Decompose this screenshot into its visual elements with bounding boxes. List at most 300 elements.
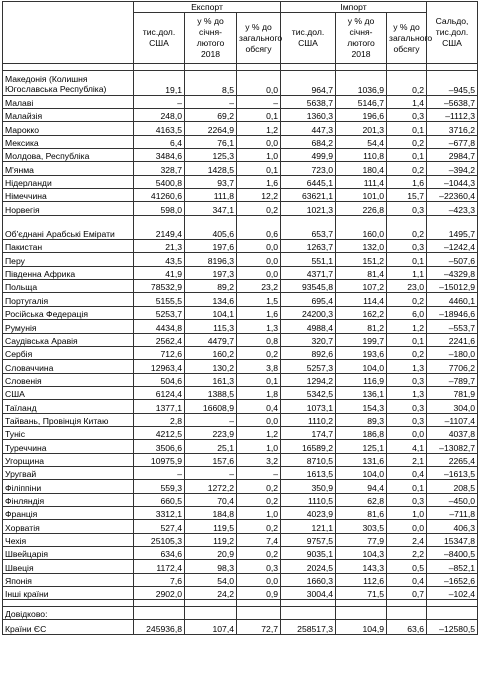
country-name-cell: М'янма: [3, 162, 134, 175]
table-row: [3, 466, 478, 479]
exp-share-cell: 0,0: [237, 240, 281, 253]
exp-share-cell: 0,2: [237, 547, 281, 560]
table-row: [3, 280, 478, 293]
exp-value-cell: 4212,5: [134, 426, 185, 439]
imp-value-cell: 16589,2: [281, 440, 336, 453]
imp-share-cell: 0,1: [387, 253, 427, 266]
balance-cell: 304,0: [427, 400, 478, 413]
imp-pct-prev-cell: 1036,9: [336, 71, 387, 96]
imp-pct-prev-cell: 111,4: [336, 175, 387, 188]
exp-pct-prev-cell: 347,1: [185, 202, 237, 215]
exp-value-cell: 2149,4: [134, 215, 185, 240]
balance-cell: –394,2: [427, 162, 478, 175]
imp-share-cell: 0,3: [387, 240, 427, 253]
imp-pct-prev-cell: 136,1: [336, 386, 387, 399]
exp-pct-prev-cell: 98,3: [185, 560, 237, 573]
exp-value-cell: 712,6: [134, 346, 185, 359]
imp-pct-prev-cell: 116,9: [336, 373, 387, 386]
imp-share-cell: 0,3: [387, 373, 427, 386]
imp-value-cell: 1110,5: [281, 493, 336, 506]
exp-pct-prev-cell: –: [185, 95, 237, 108]
table-row: [3, 587, 478, 600]
imp-value-cell: 63621,1: [281, 188, 336, 201]
balance-cell: –553,7: [427, 320, 478, 333]
balance-cell: –5638,7: [427, 95, 478, 108]
balance-cell: –1107,4: [427, 413, 478, 426]
imp-share-cell: 0,7: [387, 587, 427, 600]
table-row: [3, 547, 478, 560]
imp-pct-prev-cell: 132,0: [336, 240, 387, 253]
table-row: [3, 346, 478, 359]
balance-cell: –507,6: [427, 253, 478, 266]
imp-pct-prev-cell: 180,4: [336, 162, 387, 175]
country-name-cell: Македонія (Колишня Югославська Республіка): [3, 71, 134, 96]
exp-value-cell: 5253,7: [134, 306, 185, 319]
country-name-cell: Малаві: [3, 95, 134, 108]
balance-cell: –677,8: [427, 135, 478, 148]
imp-share-cell: 0,2: [387, 135, 427, 148]
exp-value-cell: 2902,0: [134, 587, 185, 600]
imp-value-cell: 695,4: [281, 293, 336, 306]
exp-share-cell: 0,0: [237, 135, 281, 148]
exp-pct-prev-cell: 1388,5: [185, 386, 237, 399]
balance-cell: 3716,2: [427, 122, 478, 135]
imp-share-cell: 0,2: [387, 71, 427, 96]
balance-cell: –13082,7: [427, 440, 478, 453]
table-row: [3, 253, 478, 266]
imp-value-cell: 1360,3: [281, 108, 336, 121]
imp-pct-prev-cell: 303,5: [336, 520, 387, 533]
imp-value-cell: 8710,5: [281, 453, 336, 466]
imp-pct-prev-cell: 193,6: [336, 346, 387, 359]
export-value-header: тис.дол. США: [134, 13, 185, 64]
imp-value-cell: 5342,5: [281, 386, 336, 399]
country-name-cell: Молдова, Республіка: [3, 148, 134, 161]
exp-value-cell: 5155,5: [134, 293, 185, 306]
imp-pct-prev-cell: 77,9: [336, 533, 387, 546]
exp-share-cell: 1,0: [237, 148, 281, 161]
empty-cell: [336, 607, 387, 620]
imp-pct-prev-cell: 196,6: [336, 108, 387, 121]
balance-cell: –12580,5: [427, 620, 478, 635]
balance-cell: –1112,3: [427, 108, 478, 121]
exp-share-cell: 0,1: [237, 373, 281, 386]
table-row: [3, 188, 478, 201]
imp-value-cell: 684,2: [281, 135, 336, 148]
imp-pct-prev-cell: 104,0: [336, 360, 387, 373]
exp-pct-prev-cell: 93,7: [185, 175, 237, 188]
exp-value-cell: 19,1: [134, 71, 185, 96]
exp-pct-prev-cell: 184,8: [185, 506, 237, 519]
exp-share-cell: 0,0: [237, 71, 281, 96]
exp-pct-prev-cell: 160,2: [185, 346, 237, 359]
table-row: [3, 493, 478, 506]
table-row: [3, 162, 478, 175]
imp-value-cell: 350,9: [281, 480, 336, 493]
reference-label: Довідково:: [3, 607, 134, 620]
imp-pct-prev-cell: 186,8: [336, 426, 387, 439]
country-name-cell: Пакистан: [3, 240, 134, 253]
imp-value-cell: 4023,9: [281, 506, 336, 519]
exp-value-cell: 328,7: [134, 162, 185, 175]
exp-share-cell: 0,0: [237, 413, 281, 426]
export-group-header: Експорт: [134, 2, 281, 13]
exp-share-cell: 0,2: [237, 202, 281, 215]
exp-share-cell: 72,7: [237, 620, 281, 635]
balance-cell: 7706,2: [427, 360, 478, 373]
imp-pct-prev-cell: 104,0: [336, 466, 387, 479]
imp-share-cell: 0,3: [387, 202, 427, 215]
import-group-header: Імпорт: [281, 2, 427, 13]
exp-share-cell: 0,6: [237, 215, 281, 240]
imp-pct-prev-cell: 151,2: [336, 253, 387, 266]
imp-value-cell: 447,3: [281, 122, 336, 135]
exp-value-cell: 598,0: [134, 202, 185, 215]
exp-pct-prev-cell: 104,1: [185, 306, 237, 319]
balance-cell: –711,8: [427, 506, 478, 519]
balance-cell: 4460,1: [427, 293, 478, 306]
imp-share-cell: 0,3: [387, 493, 427, 506]
imp-share-cell: 1,0: [387, 506, 427, 519]
exp-pct-prev-cell: 16608,9: [185, 400, 237, 413]
balance-column-header: Сальдо, тис.дол. США: [427, 2, 478, 64]
country-name-cell: Чехія: [3, 533, 134, 546]
exp-value-cell: 634,6: [134, 547, 185, 560]
exp-value-cell: 4434,8: [134, 320, 185, 333]
balance-cell: –945,5: [427, 71, 478, 96]
balance-cell: 2984,7: [427, 148, 478, 161]
eu-total-row: [3, 620, 478, 635]
balance-cell: –450,0: [427, 493, 478, 506]
imp-share-cell: 0,2: [387, 162, 427, 175]
exp-value-cell: 1377,1: [134, 400, 185, 413]
country-name-cell: Малайзія: [3, 108, 134, 121]
imp-share-cell: 1,3: [387, 360, 427, 373]
country-name-cell: Німеччина: [3, 188, 134, 201]
exp-share-cell: 1,2: [237, 426, 281, 439]
table-row: [3, 71, 478, 96]
country-name-cell: Країни ЄС: [3, 620, 134, 635]
exp-pct-prev-cell: –: [185, 413, 237, 426]
balance-cell: –180,0: [427, 346, 478, 359]
country-name-cell: Об'єднані Арабські Емірати: [3, 215, 134, 240]
reference-note-row: [3, 607, 478, 620]
balance-cell: 1495,7: [427, 215, 478, 240]
imp-share-cell: 2,2: [387, 547, 427, 560]
table-row: [3, 413, 478, 426]
imp-value-cell: 9757,5: [281, 533, 336, 546]
country-name-cell: Угорщина: [3, 453, 134, 466]
empty-cell: [237, 607, 281, 620]
exp-share-cell: 1,6: [237, 306, 281, 319]
imp-pct-prev-cell: 5146,7: [336, 95, 387, 108]
exp-pct-prev-cell: 76,1: [185, 135, 237, 148]
exp-value-cell: –: [134, 95, 185, 108]
imp-share-cell: 0,2: [387, 346, 427, 359]
exp-value-cell: 21,3: [134, 240, 185, 253]
country-name-cell: Саудівська Аравія: [3, 333, 134, 346]
imp-value-cell: 1021,3: [281, 202, 336, 215]
country-name-cell: Південна Африка: [3, 266, 134, 279]
imp-pct-prev-cell: 81,2: [336, 320, 387, 333]
imp-share-cell: 0,3: [387, 400, 427, 413]
exp-share-cell: 23,2: [237, 280, 281, 293]
exp-value-cell: 12963,4: [134, 360, 185, 373]
exp-share-cell: 1,6: [237, 175, 281, 188]
imp-pct-prev-cell: 154,3: [336, 400, 387, 413]
exp-share-cell: 1,0: [237, 440, 281, 453]
imp-value-cell: 551,1: [281, 253, 336, 266]
exp-value-cell: 245936,8: [134, 620, 185, 635]
imp-value-cell: 5638,7: [281, 95, 336, 108]
imp-value-cell: 653,7: [281, 215, 336, 240]
imp-share-cell: 0,3: [387, 108, 427, 121]
exp-pct-prev-cell: 25,1: [185, 440, 237, 453]
imp-share-cell: 23,0: [387, 280, 427, 293]
exp-share-cell: 12,2: [237, 188, 281, 201]
imp-value-cell: 1110,2: [281, 413, 336, 426]
country-name-cell: Португалія: [3, 293, 134, 306]
exp-share-cell: 7,4: [237, 533, 281, 546]
imp-value-cell: 892,6: [281, 346, 336, 359]
exp-share-cell: 0,0: [237, 253, 281, 266]
empty-cell: [387, 607, 427, 620]
imp-pct-prev-cell: 131,6: [336, 453, 387, 466]
imp-share-cell: 0,2: [387, 215, 427, 240]
imp-pct-prev-cell: 125,1: [336, 440, 387, 453]
trade-table-container: [2, 1, 477, 635]
imp-pct-prev-cell: 81,6: [336, 506, 387, 519]
country-name-cell: Японія: [3, 573, 134, 586]
country-name-cell: Уругвай: [3, 466, 134, 479]
imp-pct-prev-cell: 94,4: [336, 480, 387, 493]
country-name-cell: Швейцарія: [3, 547, 134, 560]
table-row: [3, 202, 478, 215]
exp-value-cell: 10975,9: [134, 453, 185, 466]
exp-pct-prev-cell: 8,5: [185, 71, 237, 96]
balance-cell: –1242,4: [427, 240, 478, 253]
exp-value-cell: 1172,4: [134, 560, 185, 573]
balance-cell: –789,7: [427, 373, 478, 386]
exp-value-cell: 3506,6: [134, 440, 185, 453]
exp-pct-prev-cell: 405,6: [185, 215, 237, 240]
imp-pct-prev-cell: 89,3: [336, 413, 387, 426]
exp-value-cell: –: [134, 466, 185, 479]
table-row: [3, 373, 478, 386]
imp-share-cell: 4,1: [387, 440, 427, 453]
imp-share-cell: 0,0: [387, 520, 427, 533]
exp-value-cell: 4163,5: [134, 122, 185, 135]
exp-value-cell: 25105,3: [134, 533, 185, 546]
country-name-cell: Таїланд: [3, 400, 134, 413]
imp-share-cell: 0,5: [387, 560, 427, 573]
table-row: [3, 95, 478, 108]
exp-pct-prev-cell: 157,6: [185, 453, 237, 466]
imp-pct-prev-cell: 110,8: [336, 148, 387, 161]
balance-cell: –8400,5: [427, 547, 478, 560]
imp-value-cell: 1073,1: [281, 400, 336, 413]
exp-value-cell: 527,4: [134, 520, 185, 533]
exp-value-cell: 78532,9: [134, 280, 185, 293]
country-name-cell: Перу: [3, 253, 134, 266]
imp-value-cell: 723,0: [281, 162, 336, 175]
exp-pct-prev-cell: 2264,9: [185, 122, 237, 135]
exp-value-cell: 3484,6: [134, 148, 185, 161]
imp-pct-prev-cell: 62,8: [336, 493, 387, 506]
table-row: [3, 320, 478, 333]
table-row: [3, 240, 478, 253]
imp-value-cell: 1263,7: [281, 240, 336, 253]
imp-pct-prev-cell: 114,4: [336, 293, 387, 306]
imp-value-cell: 93545,8: [281, 280, 336, 293]
imp-share-cell: 0,3: [387, 413, 427, 426]
imp-share-cell: 1,6: [387, 175, 427, 188]
balance-cell: 4037,8: [427, 426, 478, 439]
balance-cell: 208,5: [427, 480, 478, 493]
exp-pct-prev-cell: 1272,2: [185, 480, 237, 493]
exp-pct-prev-cell: 69,2: [185, 108, 237, 121]
exp-pct-prev-cell: 24,2: [185, 587, 237, 600]
exp-value-cell: 41260,6: [134, 188, 185, 201]
balance-cell: 781,9: [427, 386, 478, 399]
exp-pct-prev-cell: 161,3: [185, 373, 237, 386]
exp-pct-prev-cell: 125,3: [185, 148, 237, 161]
exp-share-cell: 0,8: [237, 333, 281, 346]
imp-pct-prev-cell: 201,3: [336, 122, 387, 135]
exp-pct-prev-cell: 115,3: [185, 320, 237, 333]
exp-pct-prev-cell: 197,6: [185, 240, 237, 253]
imp-value-cell: 4988,4: [281, 320, 336, 333]
table-body: [3, 64, 478, 635]
exp-share-cell: 1,0: [237, 506, 281, 519]
country-name-cell: Марокко: [3, 122, 134, 135]
exp-pct-prev-cell: 8196,3: [185, 253, 237, 266]
table-row: [3, 386, 478, 399]
exp-share-cell: 0,0: [237, 573, 281, 586]
imp-share-cell: 0,4: [387, 573, 427, 586]
imp-pct-prev-cell: 162,2: [336, 306, 387, 319]
exp-value-cell: 559,3: [134, 480, 185, 493]
spacer-row: [3, 600, 478, 607]
exp-pct-prev-cell: 70,4: [185, 493, 237, 506]
exp-share-cell: 0,1: [237, 108, 281, 121]
country-name-cell: Румунія: [3, 320, 134, 333]
balance-cell: –22360,4: [427, 188, 478, 201]
imp-share-cell: 63,6: [387, 620, 427, 635]
import-pct-prev-header: у % до січня-лютого 2018: [336, 13, 387, 64]
exp-pct-prev-cell: 119,5: [185, 520, 237, 533]
balance-cell: –18946,6: [427, 306, 478, 319]
imp-share-cell: 1,3: [387, 386, 427, 399]
imp-share-cell: 1,1: [387, 266, 427, 279]
imp-share-cell: 1,4: [387, 95, 427, 108]
table-row: [3, 148, 478, 161]
exp-share-cell: 1,3: [237, 320, 281, 333]
imp-pct-prev-cell: 160,0: [336, 215, 387, 240]
country-name-cell: Норвегія: [3, 202, 134, 215]
exp-share-cell: 3,8: [237, 360, 281, 373]
table-row: [3, 360, 478, 373]
country-name-cell: Російська Федерація: [3, 306, 134, 319]
imp-pct-prev-cell: 143,3: [336, 560, 387, 573]
exp-value-cell: 2562,4: [134, 333, 185, 346]
exp-share-cell: –: [237, 466, 281, 479]
exp-pct-prev-cell: 111,8: [185, 188, 237, 201]
imp-share-cell: 2,4: [387, 533, 427, 546]
export-share-header: у % до загального обсягу: [237, 13, 281, 64]
exp-value-cell: 7,6: [134, 573, 185, 586]
table-row: [3, 215, 478, 240]
balance-cell: –1613,5: [427, 466, 478, 479]
table-row: [3, 266, 478, 279]
exp-share-cell: 0,0: [237, 266, 281, 279]
table-row: [3, 480, 478, 493]
imp-pct-prev-cell: 107,2: [336, 280, 387, 293]
imp-pct-prev-cell: 54,4: [336, 135, 387, 148]
country-name-cell: Словаччина: [3, 360, 134, 373]
balance-cell: –15012,9: [427, 280, 478, 293]
imp-value-cell: 1294,2: [281, 373, 336, 386]
imp-pct-prev-cell: 101,0: [336, 188, 387, 201]
exp-pct-prev-cell: 197,3: [185, 266, 237, 279]
table-row: [3, 453, 478, 466]
exp-share-cell: 1,5: [237, 293, 281, 306]
exp-share-cell: 0,2: [237, 346, 281, 359]
exp-pct-prev-cell: –: [185, 466, 237, 479]
imp-share-cell: 0,1: [387, 148, 427, 161]
imp-value-cell: 3004,4: [281, 587, 336, 600]
exp-share-cell: 0,2: [237, 520, 281, 533]
imp-share-cell: 15,7: [387, 188, 427, 201]
balance-cell: –102,4: [427, 587, 478, 600]
imp-share-cell: 0,0: [387, 426, 427, 439]
exp-value-cell: 6,4: [134, 135, 185, 148]
imp-value-cell: 2024,5: [281, 560, 336, 573]
table-row: [3, 135, 478, 148]
country-name-cell: Мексика: [3, 135, 134, 148]
table-header: [3, 2, 478, 64]
imp-value-cell: 121,1: [281, 520, 336, 533]
table-row: [3, 560, 478, 573]
exp-value-cell: 3312,1: [134, 506, 185, 519]
exp-share-cell: 0,1: [237, 162, 281, 175]
table-row: [3, 440, 478, 453]
exp-share-cell: 0,9: [237, 587, 281, 600]
empty-cell: [134, 607, 185, 620]
imp-value-cell: 174,7: [281, 426, 336, 439]
country-name-cell: Інші країни: [3, 587, 134, 600]
balance-cell: –1652,6: [427, 573, 478, 586]
exp-value-cell: 6124,4: [134, 386, 185, 399]
imp-pct-prev-cell: 104,3: [336, 547, 387, 560]
table-row: [3, 520, 478, 533]
exp-share-cell: 0,3: [237, 560, 281, 573]
balance-cell: –423,3: [427, 202, 478, 215]
imp-share-cell: 0,4: [387, 466, 427, 479]
country-name-cell: Туреччина: [3, 440, 134, 453]
imp-pct-prev-cell: 199,7: [336, 333, 387, 346]
exp-share-cell: 0,4: [237, 400, 281, 413]
imp-value-cell: 5257,3: [281, 360, 336, 373]
imp-share-cell: 0,1: [387, 122, 427, 135]
exp-share-cell: 1,8: [237, 386, 281, 399]
imp-value-cell: 320,7: [281, 333, 336, 346]
imp-value-cell: 964,7: [281, 71, 336, 96]
country-name-cell: Франція: [3, 506, 134, 519]
exp-pct-prev-cell: 130,2: [185, 360, 237, 373]
balance-cell: 15347,8: [427, 533, 478, 546]
exp-pct-prev-cell: 20,9: [185, 547, 237, 560]
